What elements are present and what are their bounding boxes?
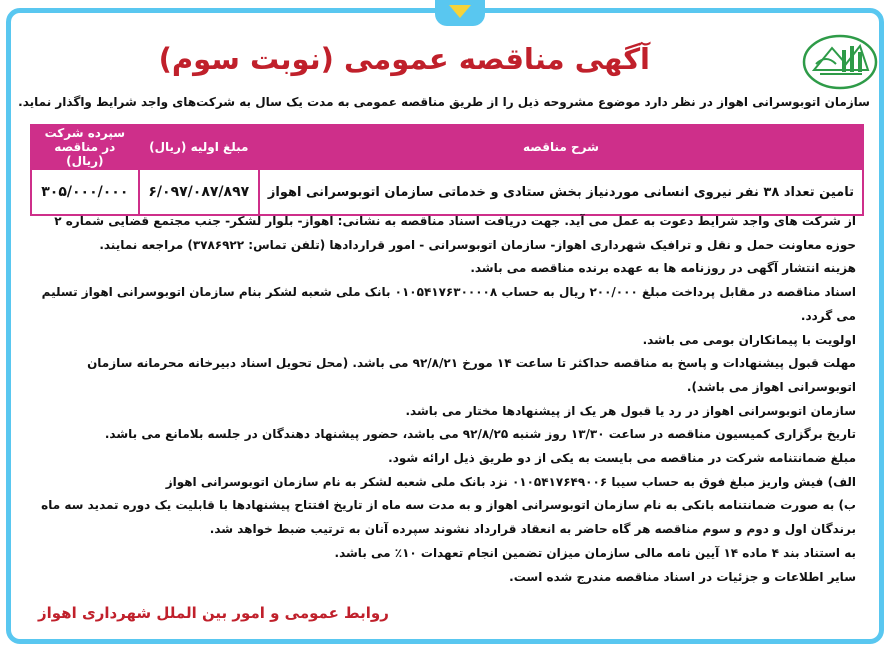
paragraph: سازمان اتوبوسرانی اهواز در رد یا قبول هر یک از پیشنهادها مختار می باشد.	[405, 403, 856, 418]
ahvaz-bus-logo-icon	[802, 34, 878, 90]
paragraph: تاریخ برگزاری کمیسیون مناقصه در ساعت ۱۳/۳۰ روز شنبه ۹۲/۸/۲۵ می باشد، حضور پیشنهاد دهندگان در جلسه بلامانع می باشد.	[104, 427, 856, 442]
header-description: شرح مناقصه	[259, 125, 863, 169]
paragraph: ب) به صورت ضمانتنامه بانکی به نام سازمان اتوبوسرانی اهواز و به مدت سه ماه از تاریخ افتتاح پیشنهادها با قابلیت یک دوره تمدید سه ماه	[41, 498, 856, 513]
paragraph: سایر اطلاعات و جزئیات در اسناد مناقصه مندرج شده است.	[509, 569, 856, 584]
terms-body	[34, 210, 856, 589]
page-title: آگهی مناقصه عمومی (نوبت سوم)	[158, 42, 650, 76]
header-initial-amount: مبلغ اولیه (ریال)	[139, 125, 259, 169]
paragraph: الف) فیش واریز مبلغ فوق به حساب سیبا ۰۱۰۵۴۱۷۶۴۹۰۰۶ نزد بانک ملی شعبه لشکر به نام سازمان اتوبوسرانی اهواز	[165, 474, 856, 489]
paragraph: مبلغ ضمانتنامه شرکت در مناقصه می بایست به یکی از دو طریق ذیل ارائه شود.	[388, 451, 856, 466]
header-deposit: سپرده شرکت در مناقصه (ریال)	[31, 125, 139, 169]
paragraph: مهلت قبول پیشنهادات و پاسخ به مناقصه حداکثر تا ساعت ۱۴ مورخ ۹۲/۸/۲۱ می باشد. (محل تحویل اسناد دبیرخانه محرمانه سازمان اتوبوسرانی اهواز می باشد).	[87, 356, 856, 394]
cell-description: تامین تعداد ۳۸ نفر نیروی انسانی موردنیاز بخش ستادی و خدماتی سازمان اتوبوسرانی اهواز	[259, 169, 863, 215]
paragraph: اسناد مناقصه در مقابل پرداخت مبلغ ۲۰۰/۰۰۰ ریال به حساب ۰۱۰۵۴۱۷۶۳۰۰۰۰۸ بانک ملی شعبه لشکر بنام سازمان اتوبوسرانی اهواز تسلیم می گردد.	[41, 285, 856, 323]
paragraph: برندگان اول و دوم و سوم مناقصه هر گاه حاضر به انعقاد قرارداد نشوند سپرده آنان به ترتیب ضبط خواهد شد.	[209, 522, 856, 537]
paragraph: از شرکت های واجد شرایط دعوت به عمل می آید. جهت دریافت اسناد مناقصه به نشانی: اهواز- بلوار لشکر- جنب مجتمع قضایی شماره ۲ حوزه معاونت حمل و نقل و ترافیک شهرداری اهواز- سازمان اتوبوسرانی - امور قراردادها (تلفن تماس: ۳۷۸۶۹۲۲) مراجعه نمایند.	[54, 214, 856, 252]
paragraph: اولویت با پیمانکاران بومی می باشد.	[642, 332, 856, 347]
paragraph: هزینه انتشار آگهی در روزنامه ها به عهده برنده مناقصه می باشد.	[470, 261, 856, 276]
frame-tab	[435, 0, 485, 26]
paragraph: به استناد بند ۴ ماده ۱۴ آیین نامه مالی سازمان میزان تضمین انجام تعهدات ۱۰٪ می باشد.	[334, 545, 856, 560]
tender-table	[30, 124, 864, 216]
table-row	[31, 169, 863, 215]
cell-initial-amount: ۶/۰۹۷/۰۸۷/۸۹۷	[139, 169, 259, 215]
intro-text: سازمان اتوبوسرانی اهواز در نظر دارد موضوع مشروحه ذیل را از طریق مناقصه عمومی به مدت یک سال به شرکت‌های واجد شرایط واگذار نماید.	[18, 95, 870, 109]
table-header-row	[31, 125, 863, 169]
footer-signature: روابط عمومی و امور بین الملل شهرداری اهواز	[38, 604, 389, 622]
cell-deposit: ۳۰۵/۰۰۰/۰۰۰	[31, 169, 139, 215]
